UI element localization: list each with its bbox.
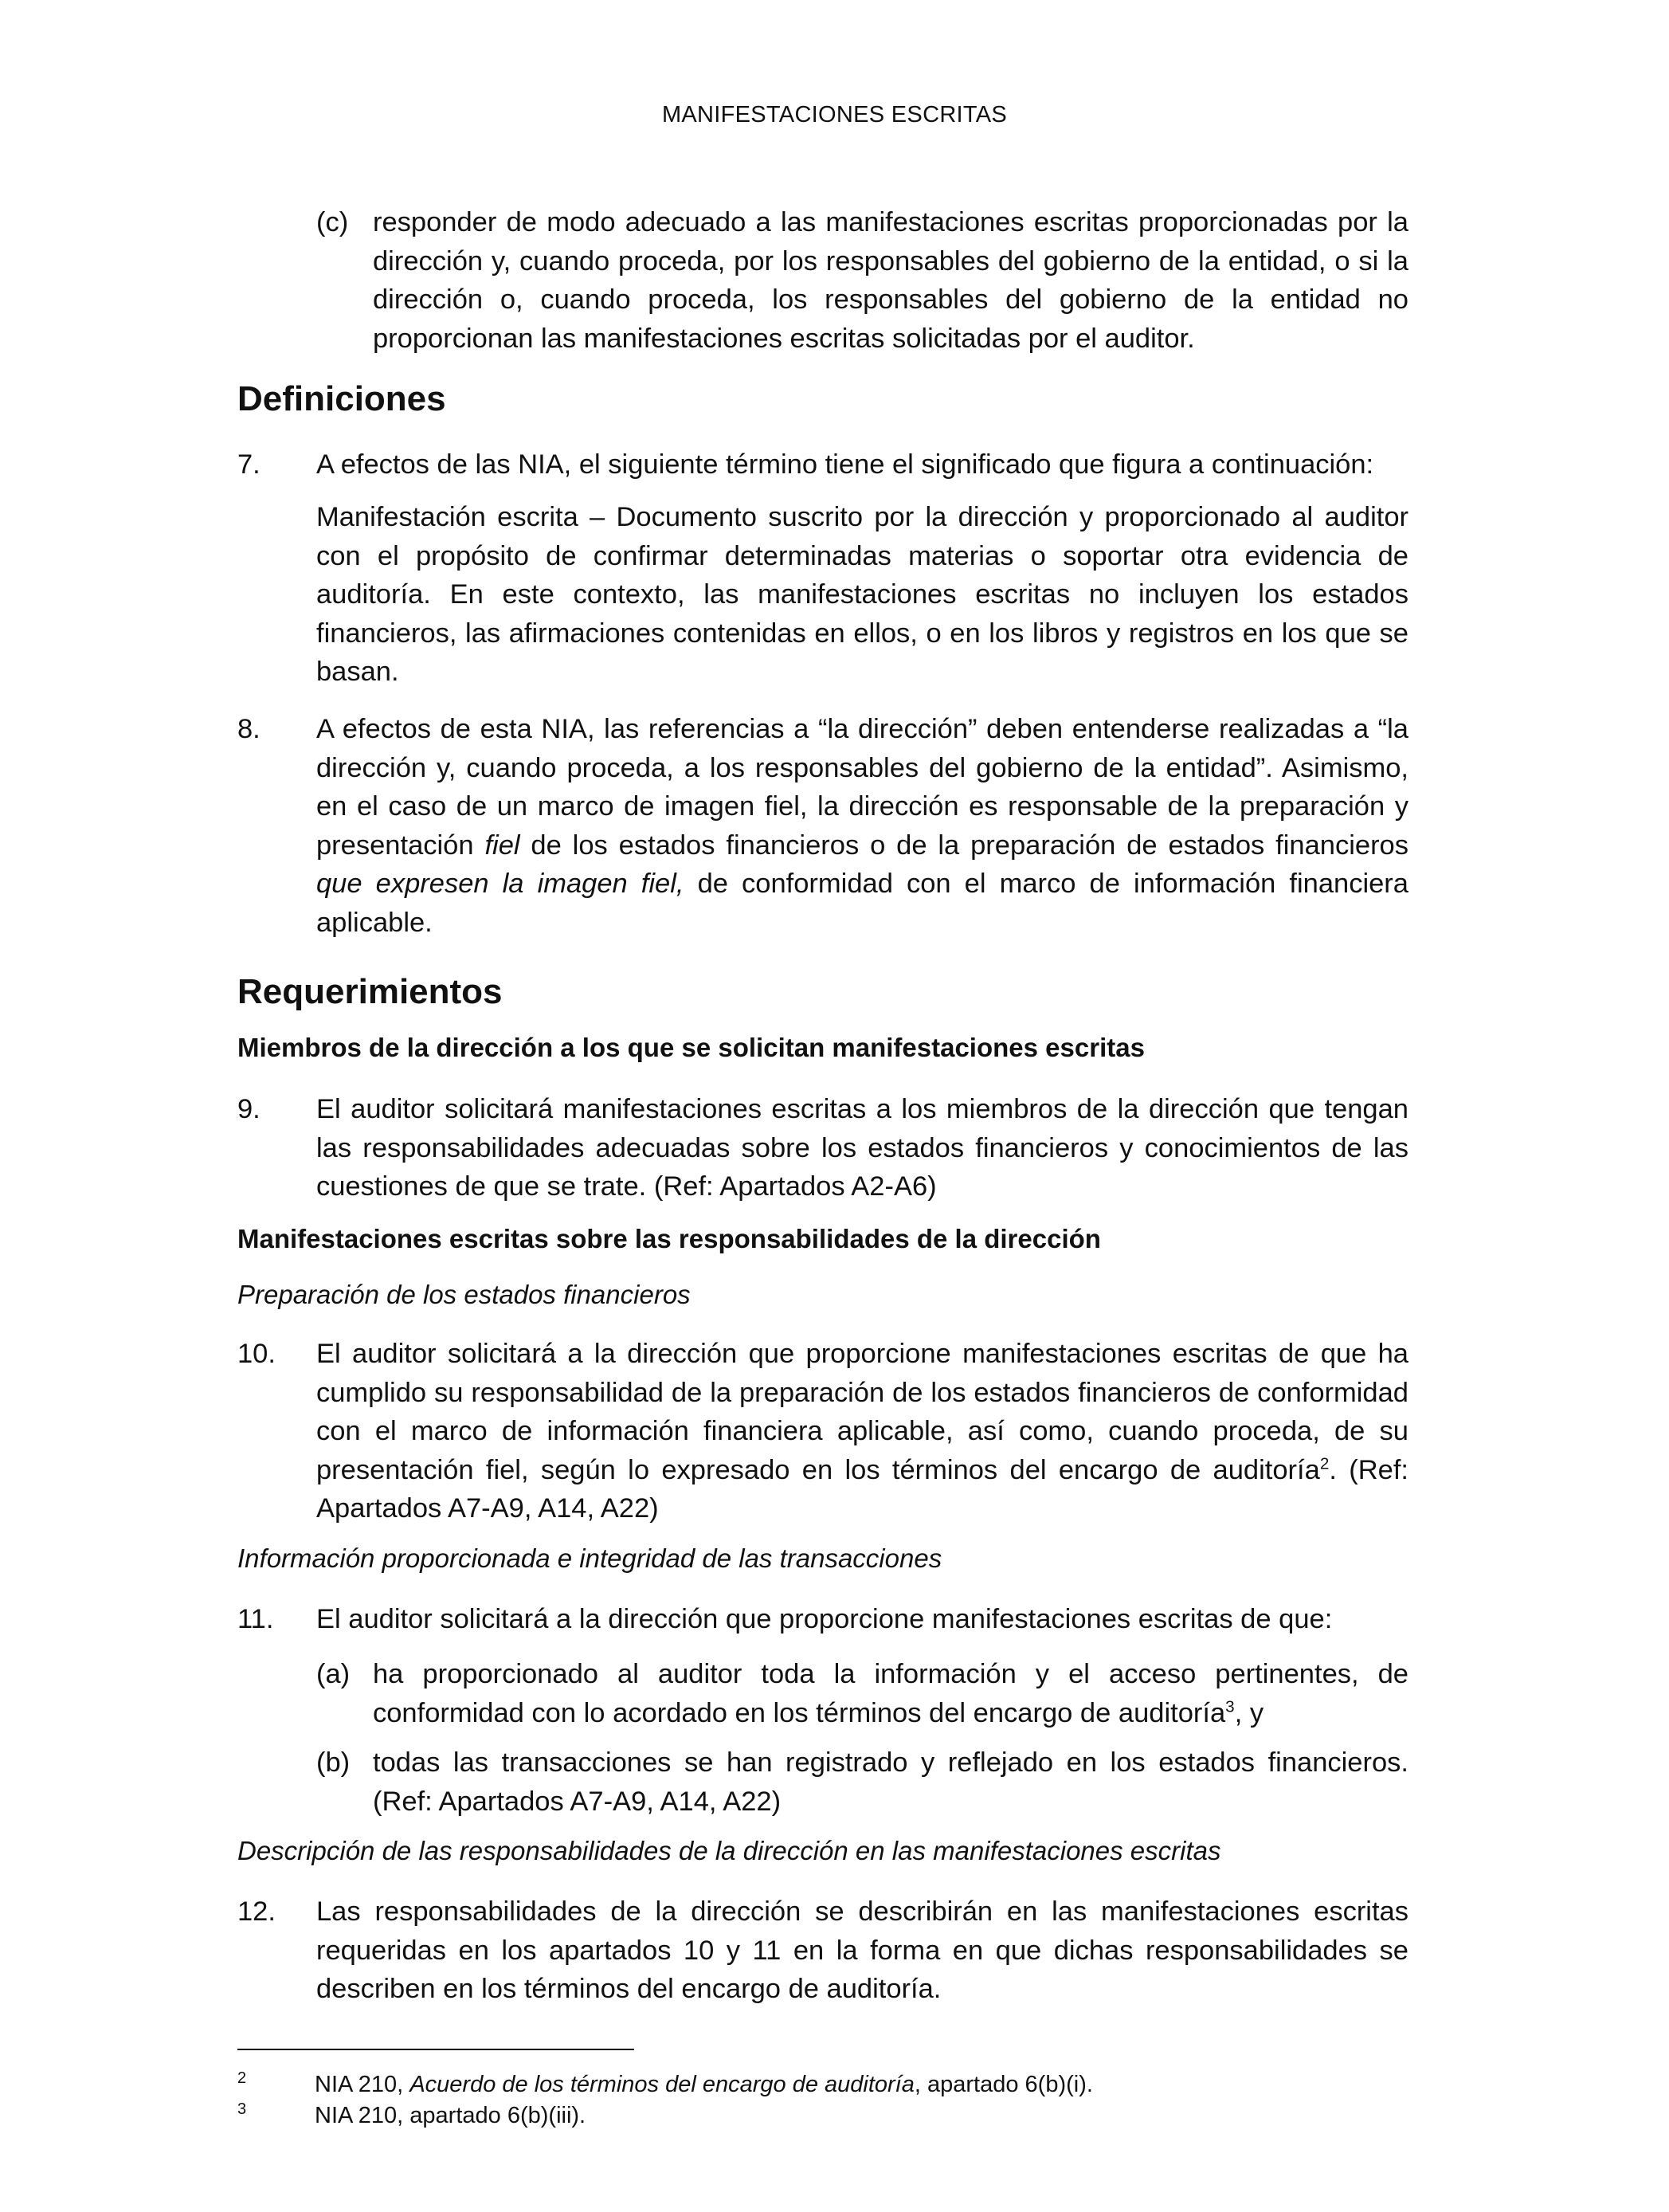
list-label: (b) [316, 1747, 351, 1778]
paragraph-number: 10. [237, 1339, 276, 1369]
subheading-responsabilidades: Manifestaciones escritas sobre las responsabilidades de la dirección [237, 1224, 1101, 1253]
footnote-separator [237, 2049, 634, 2050]
definition-text: Manifestación escrita – Documento suscrito por la dirección y proporcionado al auditor con el propósito de confirmar determinadas materias o soportar otra evidencia de auditoría. En este contexto, las manifestaciones escritas no incluyen los estados financieros, las afirmaciones contenidas en ellos, o en los libros y registros en los que se basan. [316, 502, 1408, 687]
italic-run: fiel [484, 830, 520, 861]
footnote-ref[interactable]: 3 [1225, 1697, 1235, 1716]
section-heading-definiciones: Definiciones [237, 379, 446, 418]
paragraph-number: 12. [237, 1896, 276, 1927]
footnote-text: NIA 210, apartado 6(b)(iii). [315, 2103, 586, 2128]
running-header: MANIFESTACIONES ESCRITAS [661, 102, 1008, 127]
paragraph-text: El auditor solicitará manifestaciones escritas a los miembros de la dirección que tengan las responsabilidades adecuadas sobre los estados financieros y conocimientos de las cuestiones de que se trate. (Ref: Apartados A2-A6) [316, 1094, 1408, 1202]
list-item-b [237, 1743, 1408, 1822]
paragraph-text [316, 1335, 1408, 1528]
paragraph-7 [237, 445, 1408, 485]
text-run: . (Ref: Apartados A7-A9, A14, A22) [316, 1454, 1408, 1524]
footnote-number: 3 [237, 2100, 247, 2118]
list-text: responder de modo adecuado a las manifestaciones escritas proporcionadas por la dirección y, cuando proceda, por los responsables del gobierno de la entidad, o si la dirección o, cuando proceda, los responsables del gobierno de la entidad no proporcionan las manifestaciones escritas solicitadas por el auditor. [373, 207, 1408, 354]
paragraph-text: Las responsabilidades de la dirección se describirán en las manifestaciones escritas requeridas en los apartados 10 y 11 en la forma en que dichas responsabilidades se describen en los términos del encargo de auditoría. [316, 1896, 1408, 2004]
paragraph-11 [237, 1600, 1408, 1640]
text-run: El auditor solicitará a la dirección que proporcione manifestaciones escritas de que ha cumplido su responsabilidad de la preparación de los estados financieros de conformidad con el marco de información financiera aplicable, así como, cuando proceda, de su presentación fiel, según lo expresado en los términos del encargo de auditoría [316, 1339, 1408, 1485]
list-label: (c) [316, 207, 349, 237]
list-item-c [237, 203, 1408, 359]
text-run: , y [1234, 1697, 1264, 1728]
list-item-a [237, 1655, 1408, 1733]
list-label: (a) [316, 1659, 351, 1689]
text-run: A efectos de esta NIA, las referencias a “la dirección” deben entenderse realizadas a “la dirección y, cuando proceda, a los responsables del gobierno de la entidad”. Asimismo, en el caso de un marco de imagen fiel, la dirección es responsable de la preparación y presentación [316, 714, 1408, 861]
footnote-text [315, 2069, 1093, 2100]
text-run: de los estados financieros o de la preparación de estados financieros [519, 830, 1408, 861]
definition-block [237, 498, 1408, 693]
paragraph-number: 9. [237, 1094, 261, 1124]
italic-run: que expresen la imagen fiel, [316, 869, 684, 899]
text-run: de conformidad con el marco de información financiera aplicable. [316, 869, 1408, 938]
paragraph-text: A efectos de las NIA, el siguiente término tiene el significado que figura a continuación: [316, 449, 1374, 480]
list-text: todas las transacciones se han registrado y reflejado en los estados financieros. (Ref: Apartados A7-A9, A14, A22) [373, 1747, 1408, 1817]
text-run: NIA 210, [315, 2072, 410, 2097]
paragraph-number: 7. [237, 449, 261, 480]
paragraph-8 [237, 710, 1408, 945]
paragraph-10 [237, 1335, 1408, 1531]
paragraph-number: 11. [237, 1604, 274, 1634]
text-run: , apartado 6(b)(i). [914, 2072, 1093, 2097]
footnote-ref[interactable]: 2 [1319, 1454, 1330, 1473]
subheading-descripcion: Descripción de las responsabilidades de la dirección en las manifestaciones escritas [237, 1836, 1221, 1865]
italic-run: Acuerdo de los términos del encargo de auditoría [409, 2072, 915, 2097]
paragraph-12 [237, 1892, 1408, 2010]
subheading-miembros: Miembros de la dirección a los que se solicitan manifestaciones escritas [237, 1033, 1145, 1062]
list-text [373, 1655, 1408, 1732]
subheading-informacion: Información proporcionada e integridad de las transacciones [237, 1543, 942, 1573]
subheading-preparacion: Preparación de los estados financieros [237, 1280, 691, 1309]
footnote-number: 2 [237, 2069, 247, 2087]
section-heading-requerimientos: Requerimientos [237, 972, 503, 1011]
paragraph-number: 8. [237, 714, 261, 744]
paragraph-text: El auditor solicitará a la dirección que proporcione manifestaciones escritas de que: [316, 1604, 1333, 1634]
paragraph-9 [237, 1090, 1408, 1208]
paragraph-text [316, 710, 1408, 942]
text-run: ha proporcionado al auditor toda la información y el acceso pertinentes, de conformidad con lo acordado en los términos del encargo de auditoría [373, 1659, 1408, 1728]
